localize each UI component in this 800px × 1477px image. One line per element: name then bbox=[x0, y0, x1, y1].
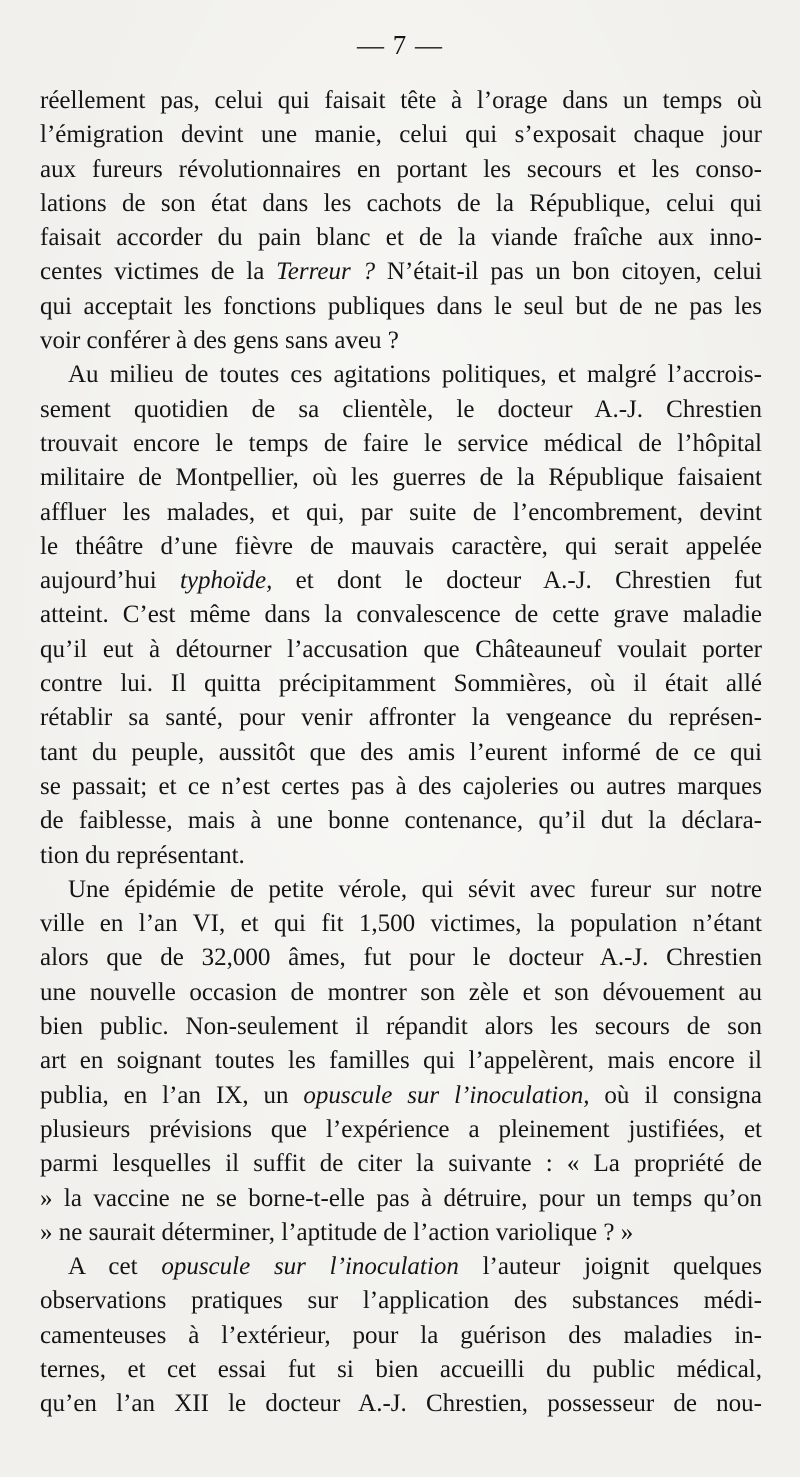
text-line bbox=[40, 1250, 762, 1284]
text-line bbox=[40, 84, 762, 118]
text-segment: A cet bbox=[68, 1253, 162, 1281]
text-line bbox=[40, 701, 762, 735]
text-line bbox=[40, 1319, 762, 1353]
text-line bbox=[40, 839, 762, 873]
text-segment: tion du représentant. bbox=[40, 841, 245, 869]
italic-text-segment: opuscule sur l’inoculation bbox=[161, 1253, 459, 1281]
text-line bbox=[40, 496, 762, 530]
text-line bbox=[40, 873, 762, 907]
text-line bbox=[40, 1353, 762, 1387]
text-segment: réellement pas, celui qui faisait tête à l’orage dans un temps où bbox=[40, 87, 762, 114]
text-segment: militaire de Montpellier, où les guerres de la République faisaient bbox=[40, 464, 762, 492]
text-line bbox=[40, 770, 762, 804]
text-line bbox=[40, 1079, 762, 1113]
text-segment: faisait accorder du pain blanc et de la viande fraîche aux inno- bbox=[40, 224, 762, 252]
text-line bbox=[40, 324, 762, 358]
text-segment: contre lui. Il quitta précipitamment Sommières, où il était allé bbox=[40, 670, 762, 698]
text-segment: ternes, et cet essai fut si bien accueilli du public médical, bbox=[40, 1355, 762, 1383]
text-segment: affluer les malades, et qui, par suite de l’encombrement, devint bbox=[40, 498, 762, 526]
text-segment: » ne saurait déterminer, l’aptitude de l’action variolique ? » bbox=[40, 1218, 634, 1246]
body-text bbox=[40, 84, 762, 1422]
text-segment: lations de son état dans les cachots de la République, celui qui bbox=[40, 189, 762, 217]
text-line bbox=[40, 1284, 762, 1318]
text-line bbox=[40, 255, 762, 289]
text-segment: aux fureurs révolutionnaires en portant les secours et les conso- bbox=[40, 155, 762, 183]
text-line bbox=[40, 907, 762, 941]
text-line bbox=[40, 1387, 762, 1421]
text-line bbox=[40, 427, 762, 461]
text-line bbox=[40, 118, 762, 152]
text-segment: sement quotidien de sa clientèle, le docteur A.-J. Chrestien bbox=[40, 395, 762, 423]
text-segment: observations pratiques sur l’application des substances médi- bbox=[40, 1287, 762, 1315]
text-line bbox=[40, 393, 762, 427]
text-segment: N’était-il pas un bon citoyen, celui bbox=[375, 258, 762, 286]
text-line bbox=[40, 461, 762, 495]
italic-text-segment: opuscule sur l’inoculation, bbox=[303, 1081, 590, 1109]
text-segment: publia, en l’an IX, un bbox=[40, 1081, 304, 1109]
text-segment: atteint. C’est même dans la convalescence de cette grave maladie bbox=[40, 601, 762, 629]
text-segment: et dont le docteur A.-J. Chrestien fut bbox=[272, 567, 762, 595]
text-line bbox=[40, 290, 762, 324]
text-line bbox=[40, 941, 762, 975]
text-segment: bien public. Non-seulement il répandit alors les secours de son bbox=[40, 1013, 762, 1041]
text-line bbox=[40, 598, 762, 632]
text-segment: Au milieu de toutes ces agitations politiques, et malgré l’accrois- bbox=[68, 361, 762, 389]
text-segment: art en soignant toutes les familles qui l’appelèrent, mais encore il bbox=[40, 1047, 762, 1075]
text-line bbox=[40, 804, 762, 838]
text-segment: une nouvelle occasion de montrer son zèle et son dévouement au bbox=[40, 978, 762, 1006]
text-segment: qui acceptait les fonctions publiques dans le seul but de ne pas les bbox=[40, 292, 762, 320]
text-segment: voir conférer à des gens sans aveu ? bbox=[40, 327, 399, 355]
text-line bbox=[40, 1010, 762, 1044]
text-segment: de faiblesse, mais à une bonne contenance, qu’il dut la déclara- bbox=[40, 807, 762, 835]
text-segment: l’émigration devint une manie, celui qui s’exposait chaque jour bbox=[40, 121, 762, 149]
text-segment: tant du peuple, aussitôt que des amis l’eurent informé de ce qui bbox=[40, 738, 762, 766]
text-line bbox=[40, 736, 762, 770]
italic-text-segment: typhoïde, bbox=[179, 567, 273, 595]
text-segment: Une épidémie de petite vérole, qui sévit avec fureur sur notre bbox=[68, 875, 762, 903]
text-line bbox=[40, 1044, 762, 1078]
text-line bbox=[40, 667, 762, 701]
text-line bbox=[40, 358, 762, 392]
text-line bbox=[40, 976, 762, 1010]
text-segment: rétablir sa santé, pour venir affronter la vengeance du représen- bbox=[40, 704, 762, 732]
text-segment: » la vaccine ne se borne-t-elle pas à détruire, pour un temps qu’on bbox=[40, 1184, 762, 1212]
text-line bbox=[40, 1182, 762, 1216]
text-segment: qu’en l’an XII le docteur A.-J. Chrestien, possesseur de nou- bbox=[40, 1390, 762, 1418]
text-segment: camenteuses à l’extérieur, pour la guérison des maladies in- bbox=[40, 1321, 762, 1349]
text-segment: qu’il eut à détourner l’accusation que Châteauneuf voulait porter bbox=[40, 635, 762, 663]
text-segment: se passait; et ce n’est certes pas à des cajoleries ou autres marques bbox=[40, 772, 762, 800]
text-line bbox=[40, 153, 762, 187]
text-segment: aujourd’hui bbox=[40, 567, 180, 595]
text-line bbox=[40, 221, 762, 255]
text-line bbox=[40, 1216, 762, 1250]
text-line bbox=[40, 530, 762, 564]
italic-text-segment: Terreur ? bbox=[276, 258, 376, 286]
page-number: — 7 — bbox=[357, 30, 443, 60]
text-segment: ville en l’an VI, et qui fit 1,500 victimes, la population n’étant bbox=[40, 910, 762, 938]
text-segment: centes victimes de la bbox=[40, 258, 277, 286]
text-segment: le théâtre d’une fièvre de mauvais caractère, qui serait appelée bbox=[40, 532, 762, 560]
text-line bbox=[40, 187, 762, 221]
text-line bbox=[40, 564, 762, 598]
text-segment: où il consigna bbox=[589, 1081, 762, 1109]
text-line bbox=[40, 633, 762, 667]
text-segment: trouvait encore le temps de faire le service médical de l’hôpital bbox=[40, 429, 762, 457]
text-line bbox=[40, 1147, 762, 1181]
text-line bbox=[40, 1113, 762, 1147]
text-segment: plusieurs prévisions que l’expérience a pleinement justifiées, et bbox=[40, 1115, 762, 1143]
text-segment: parmi lesquelles il suffit de citer la suivante : « La propriété de bbox=[40, 1150, 762, 1178]
text-segment: alors que de 32,000 âmes, fut pour le docteur A.-J. Chrestien bbox=[40, 944, 762, 972]
text-segment: l’auteur joignit quelques bbox=[458, 1253, 762, 1281]
